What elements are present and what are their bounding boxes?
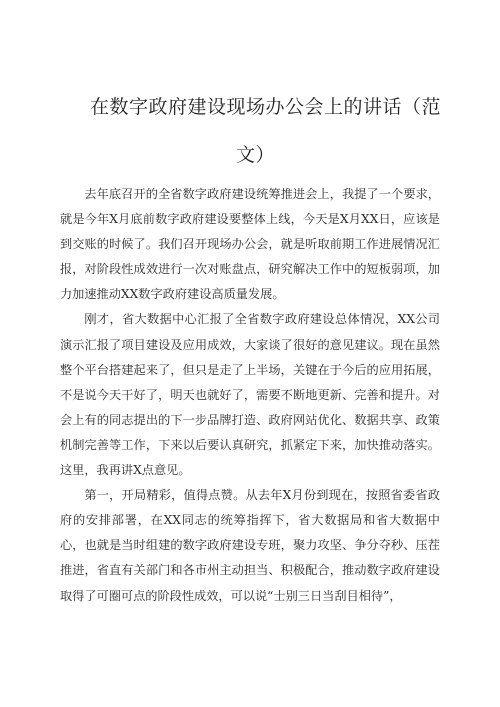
document-title-line-2: 文）: [236, 144, 276, 166]
paragraph-2: 刚才，省大数据中心汇报了全省数字政府建设总体情况，XX公司演示汇报了项目建设及应用成效，大家谈了很好的意见建议。现在虽然整个平台搭建起来了，但只是走了上半场，关键在于今后的应用拓展，不是说今天干好了，明天也就好了，需要不断地更新、完善和提升。对会上有的同志提出的下一步品牌打造、政府网站优化、数据共享、政策机制完善等工作，下来以后要认真研究，抓紧定下来，加快推动落实。这里，我再讲X点意见。: [60, 312, 440, 478]
paragraph-3: 第一，开局精彩，值得点赞。从去年X月份到现在，按照省委省政府的安排部署，在XX同志的统筹指挥下，省大数据局和省大数据中心，也就是当时组建的数字政府建设专班，聚力攻坚、争分夺秒、压茬推进，省直有关部门和各市州主动担当、积极配合，推动数字政府建设取得了可圈可点的阶段性成效，可以说“士别三日当刮目相待”，: [60, 488, 440, 603]
document-body: [60, 182, 440, 609]
paragraph-1: 去年底召开的全省数字政府建设统筹推进会上，我提了一个要求，就是今年X月底前数字政府建设要整体上线，今天是X月XX日，应该是到交账的时候了。我们召开现场办公会，就是听取前期工作进展情况汇报，对阶段性成效进行一次对账盘点，研究解决工作中的短板弱项，加力加速推动XX数字政府建设高质量发展。: [60, 187, 440, 302]
document-title-line-1: 在数字政府建设现场办公会上的讲话（范: [90, 96, 442, 118]
